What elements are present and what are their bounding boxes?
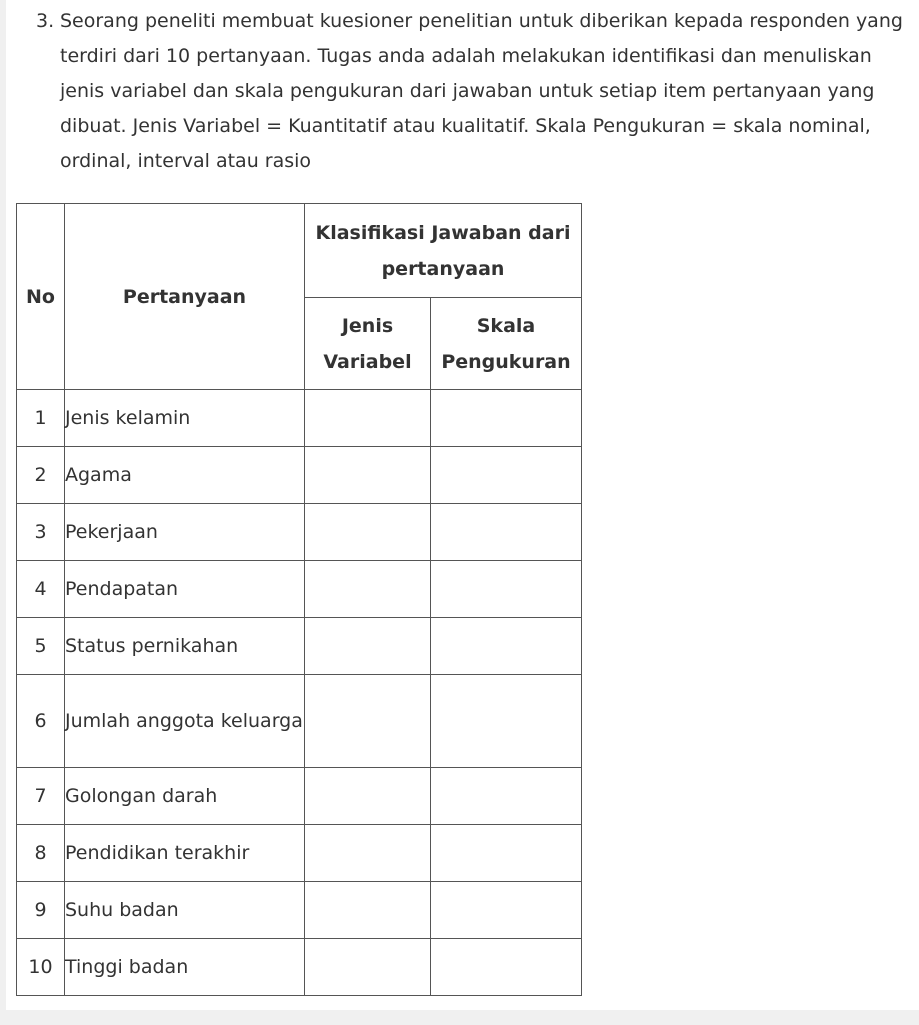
row-variable-type-cell[interactable] [305, 675, 431, 768]
row-number: 7 [17, 768, 65, 825]
row-variable-type-cell[interactable] [305, 447, 431, 504]
header-measurement-scale: Skala Pengukuran [431, 298, 582, 390]
header-no: No [17, 204, 65, 390]
row-measurement-scale-cell[interactable] [431, 939, 582, 996]
row-measurement-scale-cell[interactable] [431, 768, 582, 825]
table-row [17, 504, 582, 561]
row-measurement-scale-cell[interactable] [431, 447, 582, 504]
row-measurement-scale-cell[interactable] [431, 618, 582, 675]
header-variable-type: Jenis Variabel [305, 298, 431, 390]
row-question: Pekerjaan [65, 504, 305, 561]
row-number: 6 [17, 675, 65, 768]
row-number: 8 [17, 825, 65, 882]
document-page [6, 0, 919, 1010]
table-row [17, 825, 582, 882]
row-measurement-scale-cell[interactable] [431, 675, 582, 768]
classification-table [16, 203, 582, 996]
row-question: Golongan darah [65, 768, 305, 825]
row-measurement-scale-cell[interactable] [431, 561, 582, 618]
row-variable-type-cell[interactable] [305, 939, 431, 996]
row-question: Suhu badan [65, 882, 305, 939]
row-number: 9 [17, 882, 65, 939]
row-variable-type-cell[interactable] [305, 561, 431, 618]
row-number: 2 [17, 447, 65, 504]
row-question: Jenis kelamin [65, 390, 305, 447]
table-row [17, 939, 582, 996]
row-variable-type-cell[interactable] [305, 390, 431, 447]
row-number: 10 [17, 939, 65, 996]
header-classification: Klasifikasi Jawaban dari pertanyaan [305, 204, 582, 298]
row-measurement-scale-cell[interactable] [431, 390, 582, 447]
table-row [17, 561, 582, 618]
row-question: Pendapatan [65, 561, 305, 618]
row-measurement-scale-cell[interactable] [431, 825, 582, 882]
row-question: Tinggi badan [65, 939, 305, 996]
table-row [17, 882, 582, 939]
row-number: 5 [17, 618, 65, 675]
row-variable-type-cell[interactable] [305, 504, 431, 561]
question-number: 3. [36, 10, 55, 32]
table-row [17, 618, 582, 675]
row-variable-type-cell[interactable] [305, 825, 431, 882]
row-question: Agama [65, 447, 305, 504]
row-question: Pendidikan terakhir [65, 825, 305, 882]
row-measurement-scale-cell[interactable] [431, 882, 582, 939]
table-row [17, 675, 582, 768]
table-row [17, 390, 582, 447]
row-variable-type-cell[interactable] [305, 768, 431, 825]
row-number: 4 [17, 561, 65, 618]
header-question: Pertanyaan [65, 204, 305, 390]
row-question: Status pernikahan [65, 618, 305, 675]
question-block [36, 4, 906, 179]
row-number: 1 [17, 390, 65, 447]
row-variable-type-cell[interactable] [305, 882, 431, 939]
row-question: Jumlah anggota keluarga [65, 675, 305, 768]
table-body [17, 390, 582, 996]
row-number: 3 [17, 504, 65, 561]
row-variable-type-cell[interactable] [305, 618, 431, 675]
row-measurement-scale-cell[interactable] [431, 504, 582, 561]
question-text: Seorang peneliti membuat kuesioner penelitian untuk diberikan kepada responden yang terdiri dari 10 pertanyaan. Tugas anda adalah melakukan identifikasi dan menuliskan jenis variabel dan skala pengukuran dari jawaban untuk setiap item pertanyaan yang dibuat. Jenis Variabel = Kuantitatif atau kualitatif. Skala Pengukuran = skala nominal, ordinal, interval atau rasio [60, 10, 903, 172]
table-row [17, 768, 582, 825]
table-row [17, 447, 582, 504]
